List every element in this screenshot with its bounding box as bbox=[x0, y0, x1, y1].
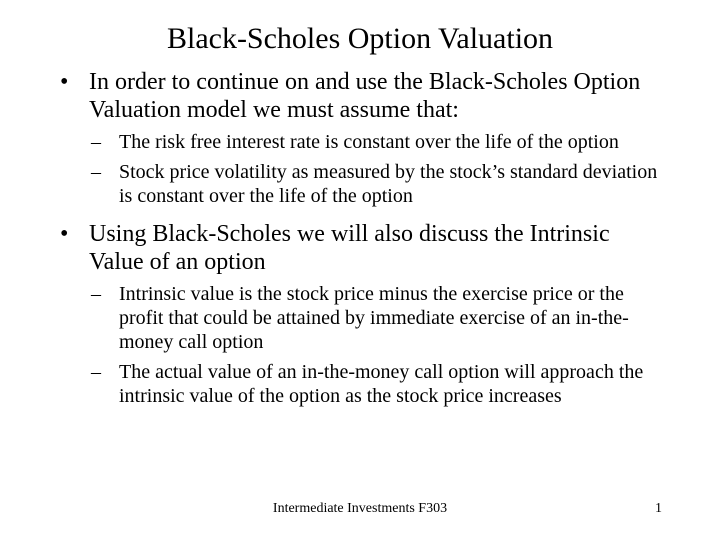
bullet-item bbox=[57, 220, 667, 276]
bullet-marker: • bbox=[60, 69, 69, 95]
bullet-text: In order to continue on and use the Black-Scholes Option Valuation model we must assume that: bbox=[89, 69, 641, 123]
sub-bullet-item bbox=[89, 282, 667, 354]
sub-bullet-list bbox=[89, 282, 667, 408]
sub-bullet-text: Stock price volatility as measured by the stock’s standard deviation is constant over the life of the option bbox=[119, 161, 658, 207]
dash-marker: – bbox=[91, 161, 101, 183]
footer-course-label: Intermediate Investments F303 bbox=[272, 501, 448, 516]
sub-bullet-text: Intrinsic value is the stock price minus the exercise price or the profit that could be attained by immediate exercise of an in-the-money call option bbox=[119, 283, 629, 353]
sub-bullet-text: The actual value of an in-the-money call option will approach the intrinsic value of the option as the stock price increases bbox=[119, 361, 644, 407]
bullet-marker: • bbox=[60, 221, 69, 247]
slide-title: Black-Scholes Option Valuation bbox=[166, 22, 554, 55]
bullet-item bbox=[57, 68, 667, 124]
dash-marker: – bbox=[91, 283, 101, 305]
dash-marker: – bbox=[91, 361, 101, 383]
bullet-text: Using Black-Scholes we will also discuss the Intrinsic Value of an option bbox=[89, 221, 610, 275]
slide-body bbox=[57, 68, 667, 420]
sub-bullet-item bbox=[89, 360, 667, 408]
page-number: 1 bbox=[655, 501, 662, 516]
sub-bullet-text: The risk free interest rate is constant over the life of the option bbox=[119, 131, 619, 153]
sub-bullet-item bbox=[89, 130, 667, 154]
sub-bullet-list bbox=[89, 130, 667, 208]
dash-marker: – bbox=[91, 131, 101, 153]
sub-bullet-item bbox=[89, 160, 667, 208]
